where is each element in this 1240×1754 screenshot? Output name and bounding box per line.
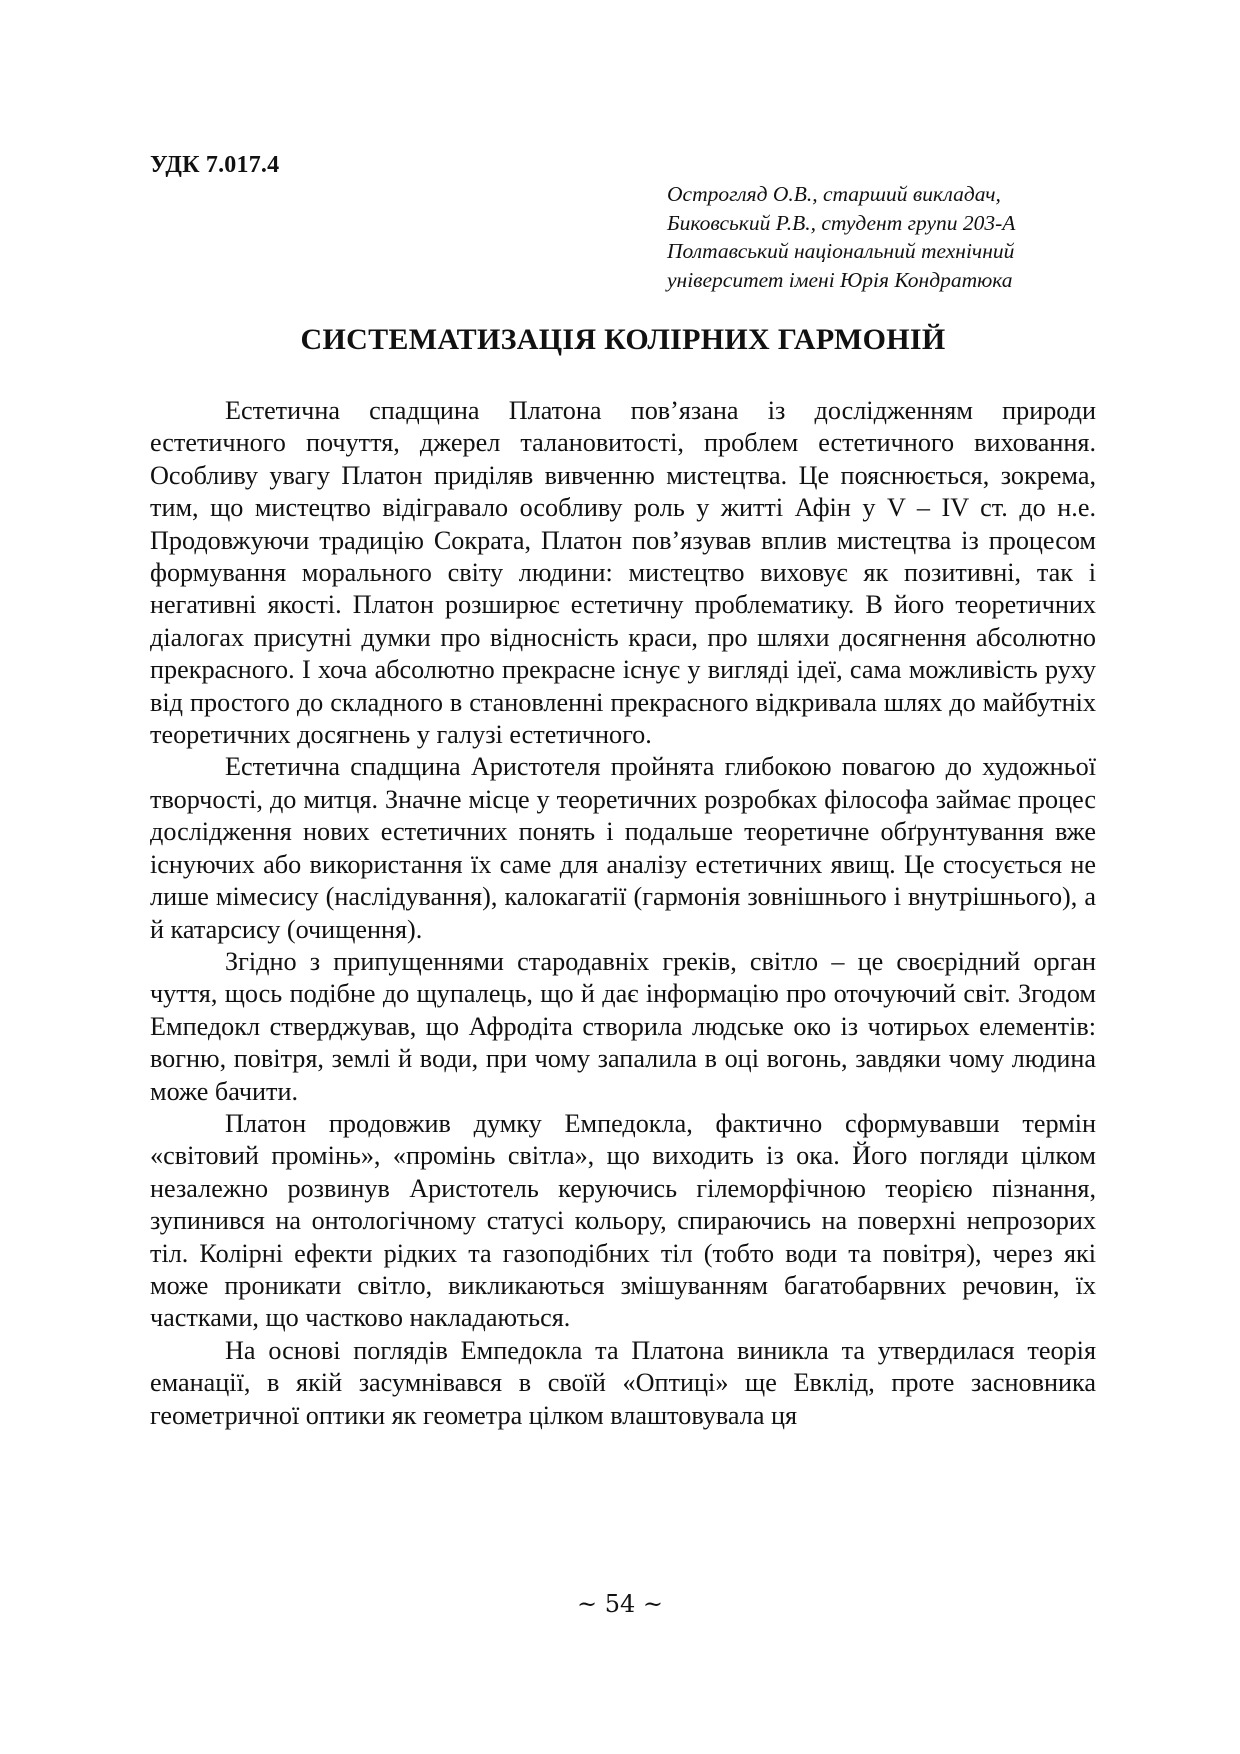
author-line: Острогляд О.В., старший викладач,: [667, 182, 1001, 206]
page-number: ~ 54 ~: [576, 1590, 663, 1618]
body-paragraph: Платон продовжив думку Емпедокла, фактично сформувавши термін «світовий промінь», «промінь світла», що виходить із ока. Його погляди цілком незалежно розвинув Аристотель керуючись гілеморфічною теорією пізнання, зупинився на онтологічному статусі кольору, спираючись на поверхні непрозорих тіл. Колірні ефекти рідких та газоподібних тіл (тобто води та повітря), через які може проникати світло, викликаються змішуванням багатобарвних речовин, їх частками, що частково накладаються.: [150, 1108, 1096, 1333]
article-title: СИСТЕМАТИЗАЦІЯ КОЛІРНИХ ГАРМОНІЙ: [300, 323, 946, 356]
body-paragraph: Естетична спадщина Аристотеля пройнята глибокою повагою до художньої творчості, до митця. Значне місце у теоретичних розробках філософа займає процес дослідження нових естетичних понять і подальше теоретичне обґрунтування вже існуючих або використання їх саме для аналізу естетичних явищ. Це стосується не лише мімесису (наслідування), калокагатії (гармонія зовнішнього і внутрішнього), а й катарсису (очищення).: [150, 752, 1096, 944]
body-paragraph: Естетична спадщина Платона пов’язана із дослідженням природи естетичного почуття, джерел талановитості, проблем естетичного виховання. Особливу увагу Платон приділяв вивченню мистецтва. Це пояснюється, зокрема, тим, що мистецтво відігравало особливу роль у житті Афін у V – IV ст. до н.е. Продовжуючи традицію Сократа, Платон пов’язував вплив мистецтва із процесом формування морального світу людини: мистецтво виховує як позитивні, так і негативні якості. Платон розширює естетичну проблематику. В його теоретичних діалогах присутні думки про відносність краси, про шляхи досягнення абсолютно прекрасного. І хоча абсолютно прекрасне існує у вигляді ідеї, сама можливість руху від простого до складного в становленні прекрасного відкривала шлях до майбутніх теоретичних досягнень у галузі естетичного.: [150, 396, 1096, 750]
body-paragraph: На основі поглядів Емпедокла та Платона виникла та утвердилася теорія еманації, в якій засумнівався в своїй «Оптиці» ще Евклід, проте засновника геометричної оптики як геометра цілком влаштовувала ця: [150, 1335, 1096, 1430]
affiliation-line: університет імені Юрія Кондратюка: [667, 267, 1013, 292]
article-body: [150, 395, 1096, 1432]
author-block: [667, 180, 1107, 294]
affiliation-line: Полтавський національний технічний: [667, 239, 1015, 263]
body-paragraph: Згідно з припущеннями стародавніх греків, світло – це своєрідний орган чуття, щось подібне до щупалець, що й дає інформацію про оточуючий світ. Згодом Емпедокл стверджував, що Афродіта створила людське око із чотирьох елементів: вогню, повітря, землі й води, при чому запалила в оці вогонь, завдяки чому людина може бачити.: [150, 946, 1096, 1106]
udk-code: УДК 7.017.4: [150, 152, 280, 178]
author-line: Биковський Р.В., студент групи 203-А: [667, 210, 1016, 235]
